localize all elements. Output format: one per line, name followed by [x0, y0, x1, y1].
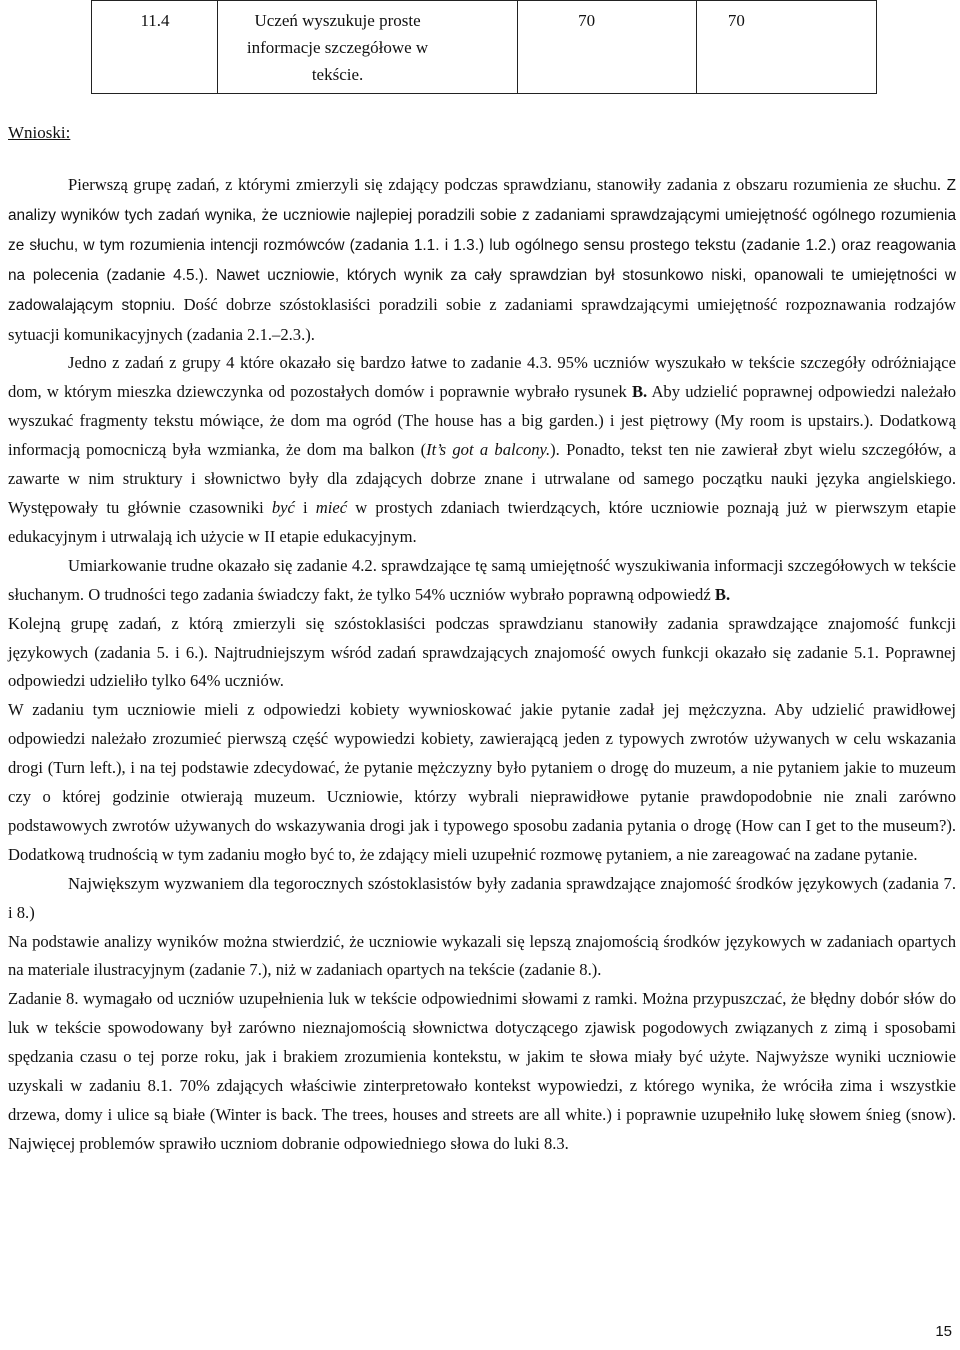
paragraph	[8, 985, 956, 1158]
value-cell-2	[697, 1, 877, 94]
paragraph	[8, 928, 956, 986]
task-number: 11.4	[140, 11, 170, 30]
text-segment: być	[271, 497, 295, 517]
page-number: 15	[935, 1323, 952, 1340]
text-segment: Dość dobrze szóstoklasiści poradzili sobie z zadaniami sprawdzającymi umiejętność rozpoznawania rodzajów sytuacji komunikacyjnych (zadania 2.1.–2.3.).	[8, 294, 956, 344]
text-segment: mieć	[315, 497, 348, 517]
conclusions-heading: Wnioski:	[8, 123, 71, 142]
text-segment: B.	[631, 382, 648, 402]
text-segment: Zadanie 8. wymagało od uczniów uzupełnienia luk w tekście odpowiednimi słowami z ramki. Można przypuszczać, że błędny dobór słów do luk w tekście spowodowany był zarówno nieznajomością słownictwa dotyczącego zjawisk pogodowych związanych z zimą i sposobami spędzania czasu o tej porze roku, jak i brakiem zrozumienia kontekstu, w jakim te słowa miały być użyte. Najwyższe wyniki uczniowie uzyskali w zadaniu 8.1. 70% zdających właściwie zinterpretowało kontekst wypowiedzi, z którego wynika, że wróciła zima i wszystkie drzewa, domy i ulice są białe (Winter is back. The trees, houses and streets are all white.) i poprawnie uzupełniło lukę słowem śnieg (snow). Najwięcej problemów sprawiło uczniom dobranie odpowiedniego słowa do luki 8.3.	[8, 989, 956, 1153]
table-row	[92, 1, 877, 94]
paragraph	[8, 349, 956, 551]
paragraph	[8, 870, 956, 928]
paragraph	[8, 610, 956, 697]
text-segment: Na podstawie analizy wyników można stwierdzić, że uczniowie wykazali się lepszą znajomością środków językowych w zadaniach opartych na materiale ilustracyjnym (zadanie 7.), niż w zadaniach opartych na tekście (zadanie 8.).	[8, 931, 956, 980]
paragraph	[8, 171, 956, 349]
text-segment: Aby udzielić poprawnej odpowiedzi należało wyszukać fragmenty tekstu mówiące, że dom ma ogród (The house has a big garden.) i jest piętrowy (My room is upstairs.). Dodatkową informacją pomocniczą była wzmianka, że dom ma balkon (	[8, 382, 957, 460]
text-segment: Umiarkowanie trudne okazało się zadanie 4.2. sprawdzające tę samą umiejętność wyszukiwania informacji szczegółowych w tekście słuchanym. O trudności tego zadania świadczy fakt, że tylko 54% uczniów wybrało poprawną odpowiedź	[8, 555, 956, 604]
text-segment: It’s got a balcony.	[426, 440, 551, 460]
body-text	[8, 171, 956, 1159]
text-segment: ). Ponadto, tekst ten nie zawierał zbyt wielu szczegółów, a zawarte w nim struktury i słownictwo były dla zdających dobrze znane i utrwalane od samego początku nauki języka angielskiego. Występowały tu głównie czasowniki	[8, 440, 956, 517]
value-1: 70	[578, 11, 596, 30]
results-table-fragment	[91, 0, 877, 94]
text-segment: Pierwszą grupę zadań, z którymi zmierzyli się zdający podczas sprawdzianu, stanowiły zadania z obszaru rozumienia ze słuchu.	[68, 175, 947, 194]
text-segment: B.	[714, 584, 731, 604]
task-number-cell	[92, 1, 218, 94]
text-segment: Z analizy wyników tych zadań wynika, że uczniowie najlepiej poradzili sobie z zadaniami sprawdzającymi umiejętność ogólnego rozumienia ze słuchu, w tym rozumienia intencji rozmówców (zadania 1.1. i 1.3.) lub ogólnego sensu prostego tekstu (zadanie 1.2.) oraz reagowania na polecenia (zadanie 4.5.). Nawet uczniowie, których wynik za cały sprawdzian był stosunkowo niski, opanowali te umiejętności w zadowalającym stopniu.	[8, 177, 956, 314]
text-segment: Największym wyzwaniem dla tegorocznych szóstoklasistów były zadania sprawdzające znajomość środków językowych (zadania 7. i 8.)	[8, 873, 956, 922]
task-description: Uczeń wyszukuje proste informacje szczegółowe w tekście.	[246, 11, 429, 84]
task-description-cell	[217, 1, 517, 94]
text-segment: W zadaniu tym uczniowie mieli z odpowiedzi kobiety wywnioskować jakie pytanie zadał jej mężczyzna. Aby udzielić prawidłowej odpowiedzi należało zrozumieć pierwszą część wypowiedzi kobiety, zawierającą jeden z typowych zwrotów używanych w celu wskazania drogi (Turn left.), i na tej podstawie zdecydować, że pytanie mężczyzny było pytaniem o drogę do muzeum, a nie pytaniem jakie to muzeum czy o której godzinie otwierają muzeum. Uczniowie, którzy wybrali nieprawidłowe pytanie prawdopodobnie nie znali zarówno podstawowych zwrotów używanych do wskazywania drogi jak i typowego sposobu zadania pytania o drogę (How can I get to the museum?). Dodatkową trudnością w tym zadaniu mogło być to, że zdający mieli uzupełnić rozmowę pytaniem, a nie zareagować na zadane pytanie.	[8, 700, 956, 864]
paragraph	[8, 696, 956, 869]
text-segment: Kolejną grupę zadań, z którą zmierzyli się szóstoklasiści podczas sprawdzianu stanowiły zadania sprawdzające znajomość funkcji językowych (zadania 5. i 6.). Najtrudniejszym wśród zadań sprawdzających znajomość owych funkcji okazało się zadanie 5.1. Poprawnej odpowiedzi udzieliło tylko 64% uczniów.	[8, 613, 956, 691]
text-segment: Jedno z zadań z grupy 4 które okazało się bardzo łatwe to zadanie 4.3. 95% uczniów wyszukało w tekście szczegóły odróżniające dom, w którym mieszka dziewczynka od pozostałych domów i poprawnie wybrało rysunek	[8, 353, 956, 402]
paragraph	[8, 552, 956, 610]
value-2: 70	[727, 11, 745, 30]
value-cell-1	[517, 1, 697, 94]
text-segment: i	[294, 497, 316, 517]
text-segment: w prostych zdaniach twierdzących, które uczniowie poznają już w pierwszym etapie edukacyjnym i utrwalają ich użycie w II etapie edukacyjnym.	[8, 497, 956, 546]
